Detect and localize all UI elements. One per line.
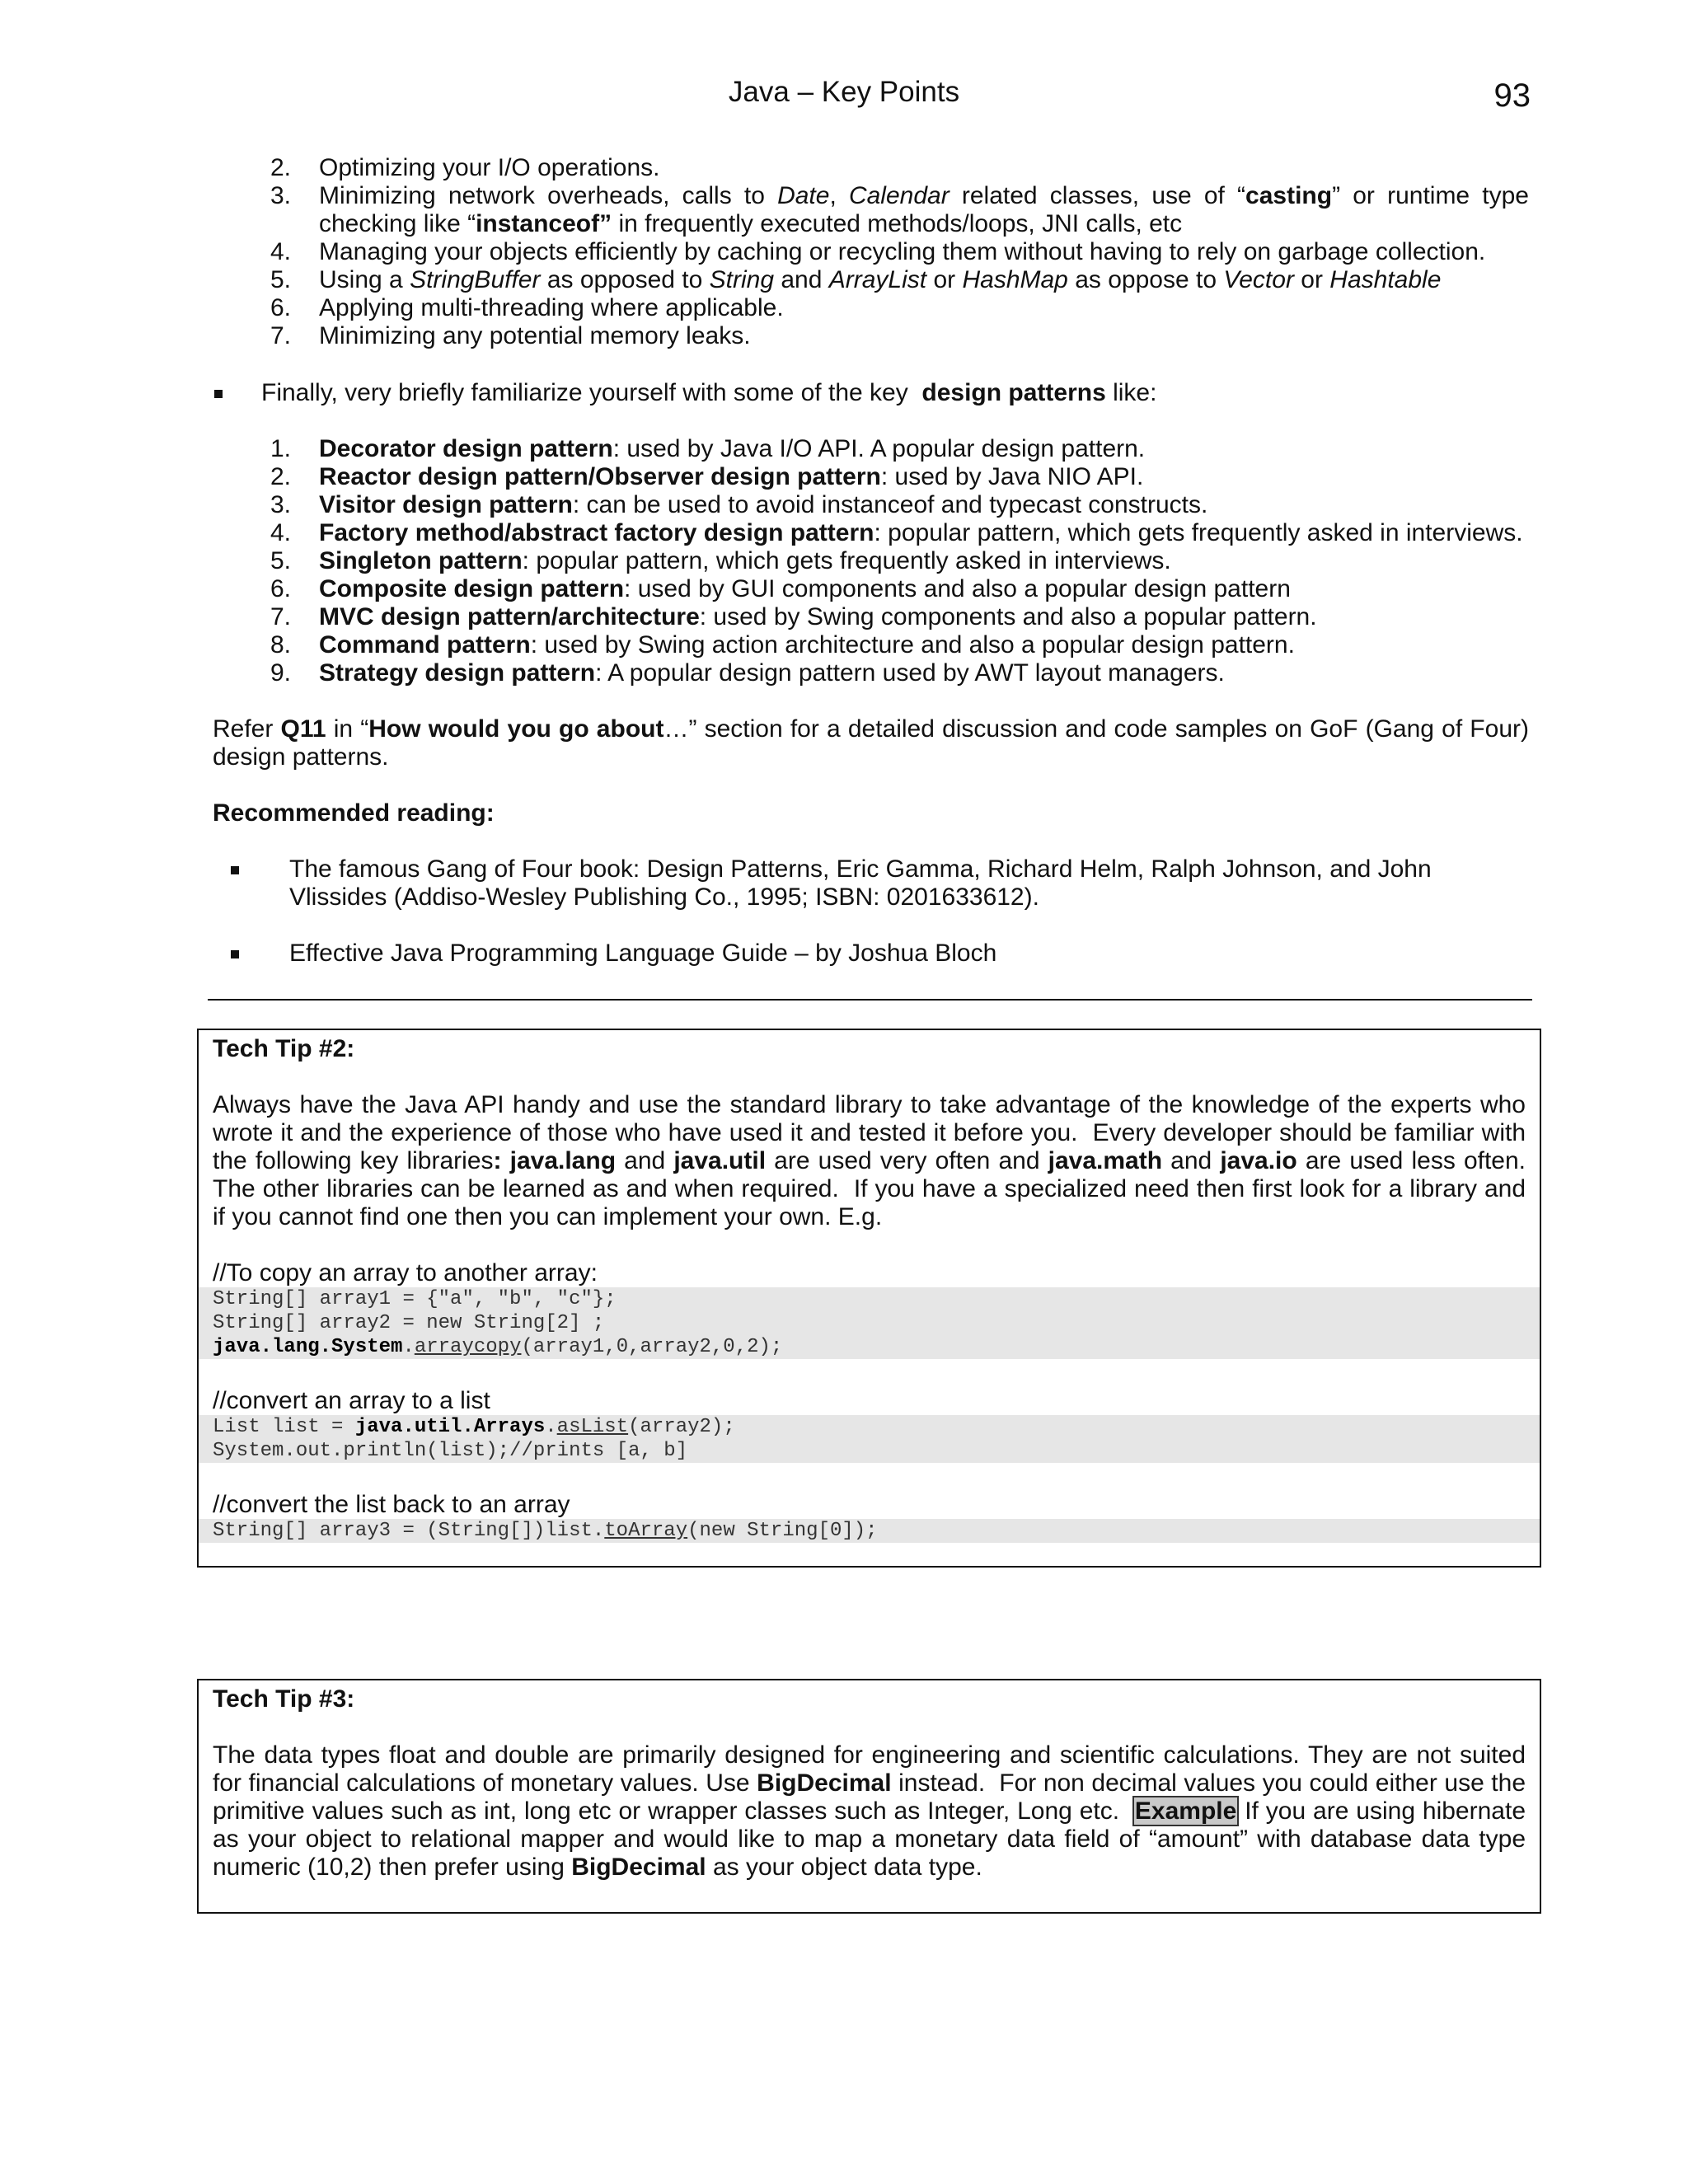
refer-paragraph: Refer Q11 in “How would you go about…” section for a detailed discussion and code samples on GoF (Gang of Four) design patterns. [213,715,1529,771]
list-item-text: Managing your objects efficiently by caching or recycling them without having to rely on garbage collection. [319,238,1486,265]
list-number: 3. [270,491,292,518]
design-pattern-item [265,435,1529,463]
list-item-text: Command pattern: used by Swing action architecture and also a popular design pattern. [319,631,1295,658]
list-number: 4. [270,519,292,546]
tech-tip-2-body: Always have the Java API handy and use the standard library to take advantage of the knowledge of the experts who wrote it and the experience of those who have used it and tested it before you. Every developer should be familiar with the following key libraries: java.lang and java.util are used very often and java.math and java.io are used less often. The other libraries can be learned as and when required. If you have a specialized need then first look for a library and if you cannot find one then you can implement your own. E.g. [213,1091,1526,1230]
design-patterns-intro-text: Finally, very briefly familiarize yourself with some of the key design patterns like: [261,379,1157,406]
list-number: 7. [270,603,292,630]
code-comment: //convert an array to a list [213,1387,490,1414]
code-comment: //To copy an array to another array: [213,1259,598,1286]
list-item-text: Using a StringBuffer as opposed to String and ArrayList or HashMap as oppose to Vector or Hashtable [319,266,1442,293]
design-pattern-item [265,463,1529,491]
design-pattern-item [265,491,1529,519]
recommended-item-text: Effective Java Programming Language Guide – by Joshua Bloch [289,940,997,967]
design-pattern-item [265,631,1529,659]
list-number: 6. [270,294,292,321]
design-pattern-item [265,547,1529,575]
bullet-icon [231,866,239,874]
list-number: 6. [270,575,292,602]
list-item-text: Minimizing network overheads, calls to Date, Calendar related classes, use of “casting” or runtime type checking like “instanceof” in frequently executed methods/loops, JNI calls, etc [319,182,1529,237]
page-header-title: Java – Key Points [728,76,960,108]
design-pattern-item [265,659,1529,687]
tech-tip-3-title: Tech Tip #3: [213,1685,355,1713]
performance-item [265,238,1529,266]
code-block: String[] array3 = (String[])list.toArray(new String[0]); [199,1519,1540,1543]
list-number: 5. [270,266,292,293]
tech-tip-2-title: Tech Tip #2: [213,1035,355,1062]
recommended-item [213,855,1529,912]
page-number: 93 [1493,77,1531,114]
list-number: 4. [270,238,292,265]
list-item-text: Factory method/abstract factory design pattern: popular pattern, which gets frequently asked in interviews. [319,519,1523,546]
code-comment: //convert the list back to an array [213,1491,570,1518]
list-number: 7. [270,322,292,349]
list-number: 5. [270,547,292,574]
list-number: 9. [270,659,292,687]
design-patterns-intro [213,379,1529,407]
list-number: 2. [270,154,292,181]
bullet-icon [214,390,223,398]
performance-item [265,266,1529,294]
performance-item [265,154,1529,182]
design-pattern-item [265,575,1529,603]
list-item-text: Visitor design pattern: can be used to avoid instanceof and typecast constructs. [319,491,1208,518]
list-item-text: Decorator design pattern: used by Java I/O API. A popular design pattern. [319,435,1146,462]
list-item-text: Strategy design pattern: A popular design pattern used by AWT layout managers. [319,659,1225,687]
list-item-text: MVC design pattern/architecture: used by Swing components and also a popular pattern. [319,603,1317,630]
code-block: String[] array1 = {"a", "b", "c"}; String[] array2 = new String[2] ; java.lang.System.arraycopy(array1,0,array2,0,2); [199,1287,1540,1359]
performance-list [265,154,1529,350]
recommended-reading-heading: Recommended reading: [213,799,495,827]
tech-tip-3-box [197,1679,1541,1914]
performance-item [265,294,1529,322]
list-item-text: Reactor design pattern/Observer design pattern: used by Java NIO API. [319,463,1144,490]
design-patterns-list [265,435,1529,687]
code-block: List list = java.util.Arrays.asList(array2); System.out.println(list);//prints [a, b] [199,1415,1540,1463]
performance-item [265,322,1529,350]
tech-tip-2-box [197,1029,1541,1568]
section-divider [208,999,1532,1001]
example-highlight: Example [1134,1797,1237,1825]
design-pattern-item [265,603,1529,631]
recommended-item-text: The famous Gang of Four book: Design Patterns, Eric Gamma, Richard Helm, Ralph Johnson, and John Vlissides (Addiso-Wesley Publishing Co., 1995; ISBN: 0201633612). [289,855,1432,911]
tech-tip-3-body: The data types float and double are primarily designed for engineering and scientific calculations. They are not suited for financial calculations of monetary values. Use BigDecimal instead. For non decimal values you could either use the primitive values such as int, long etc or wrapper classes such as Integer, Long etc. Example If you are using hibernate as your object to relational mapper and would like to map a monetary data field of “amount” with database data type numeric (10,2) then prefer using BigDecimal as your object data type. [213,1741,1526,1881]
list-number: 3. [270,182,292,209]
list-number: 2. [270,463,292,490]
list-number: 8. [270,631,292,658]
bullet-icon [231,950,239,958]
list-item-text: Singleton pattern: popular pattern, which gets frequently asked in interviews. [319,547,1171,574]
list-item-text: Composite design pattern: used by GUI components and also a popular design pattern [319,575,1291,602]
recommended-item [213,940,1529,968]
list-number: 1. [270,435,292,462]
list-item-text: Applying multi-threading where applicable. [319,294,784,321]
list-item-text: Optimizing your I/O operations. [319,154,660,181]
design-pattern-item [265,519,1529,547]
performance-item [265,182,1529,238]
list-item-text: Minimizing any potential memory leaks. [319,322,751,349]
